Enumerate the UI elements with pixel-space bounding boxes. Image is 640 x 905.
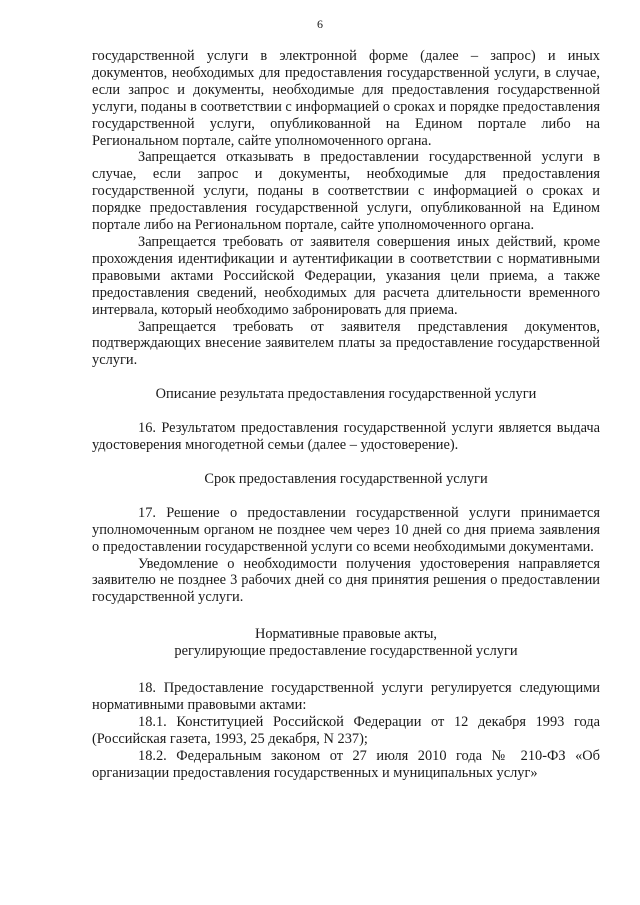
paragraph-forbidden-refuse: Запрещается отказывать в предоставлении государственной услуги в случае, если запрос и документы, необходимые для предоставления государственной услуги, поданы в соответствии с информацией о сроках и порядке предоставления государственной услуги, опубликованной на Едином портале либо на Региональном портале, сайте уполномоченного органа. — [92, 149, 600, 234]
paragraph-18-2: 18.2. Федеральным законом от 27 июля 2010 года № 210-ФЗ «Об организации предоставления государственных и муниципальных услуг» — [92, 747, 600, 781]
paragraph-notice: Уведомление о необходимости получения удостоверения направляется заявителю не позднее 3 рабочих дней со дня принятия решения о предоставлении государственной услуги. — [92, 555, 600, 606]
heading-acts-line-2: регулирующие предоставление государственной услуги — [174, 643, 518, 660]
document-body — [92, 48, 600, 782]
paragraph-16: 16. Результатом предоставления государственной услуги является выдача удостоверения многодетной семьи (далее – удостоверение). — [92, 420, 600, 454]
paragraph-continuation: государственной услуги в электронной форме (далее – запрос) и иных документов, необходимых для предоставления государственной услуги, в случае, если запрос и документы, необходимые для предоставления государственной услуги, поданы в соответствии с информацией о сроках и порядке предоставления государственной услуги, опубликованной на Едином портале либо на Региональном портале, сайте уполномоченного органа. — [92, 48, 600, 149]
page-number: 6 — [317, 17, 323, 31]
paragraph-17: 17. Решение о предоставлении государственной услуги принимается уполномоченным органом не позднее чем через 10 дней со дня приема заявления о предоставлении государственной услуги со всеми необходимыми документами. — [92, 504, 600, 555]
paragraph-18-1: 18.1. Конституцией Российской Федерации от 12 декабря 1993 года (Российская газета, 1993, 25 декабря, N 237); — [92, 713, 600, 747]
heading-acts-line-1: Нормативные правовые акты, — [254, 626, 438, 643]
heading-term: Срок предоставления государственной услуги — [204, 470, 488, 487]
paragraph-forbidden-actions: Запрещается требовать от заявителя совершения иных действий, кроме прохождения идентификации и аутентификации в соответствии с нормативными правовыми актами Российской Федерации, указания цели приема, а также предоставления сведений, необходимых для расчета длительности временного интервала, который необходимо забронировать для приема. — [92, 233, 600, 318]
heading-result-description: Описание результата предоставления государственной услуги — [155, 386, 537, 403]
paragraph-18: 18. Предоставление государственной услуги регулируется следующими нормативными правовыми актами: — [92, 680, 600, 713]
paragraph-forbidden-payment: Запрещается требовать от заявителя представления документов, подтверждающих внесение заявителем платы за предоставление государственной услуги. — [92, 318, 600, 369]
